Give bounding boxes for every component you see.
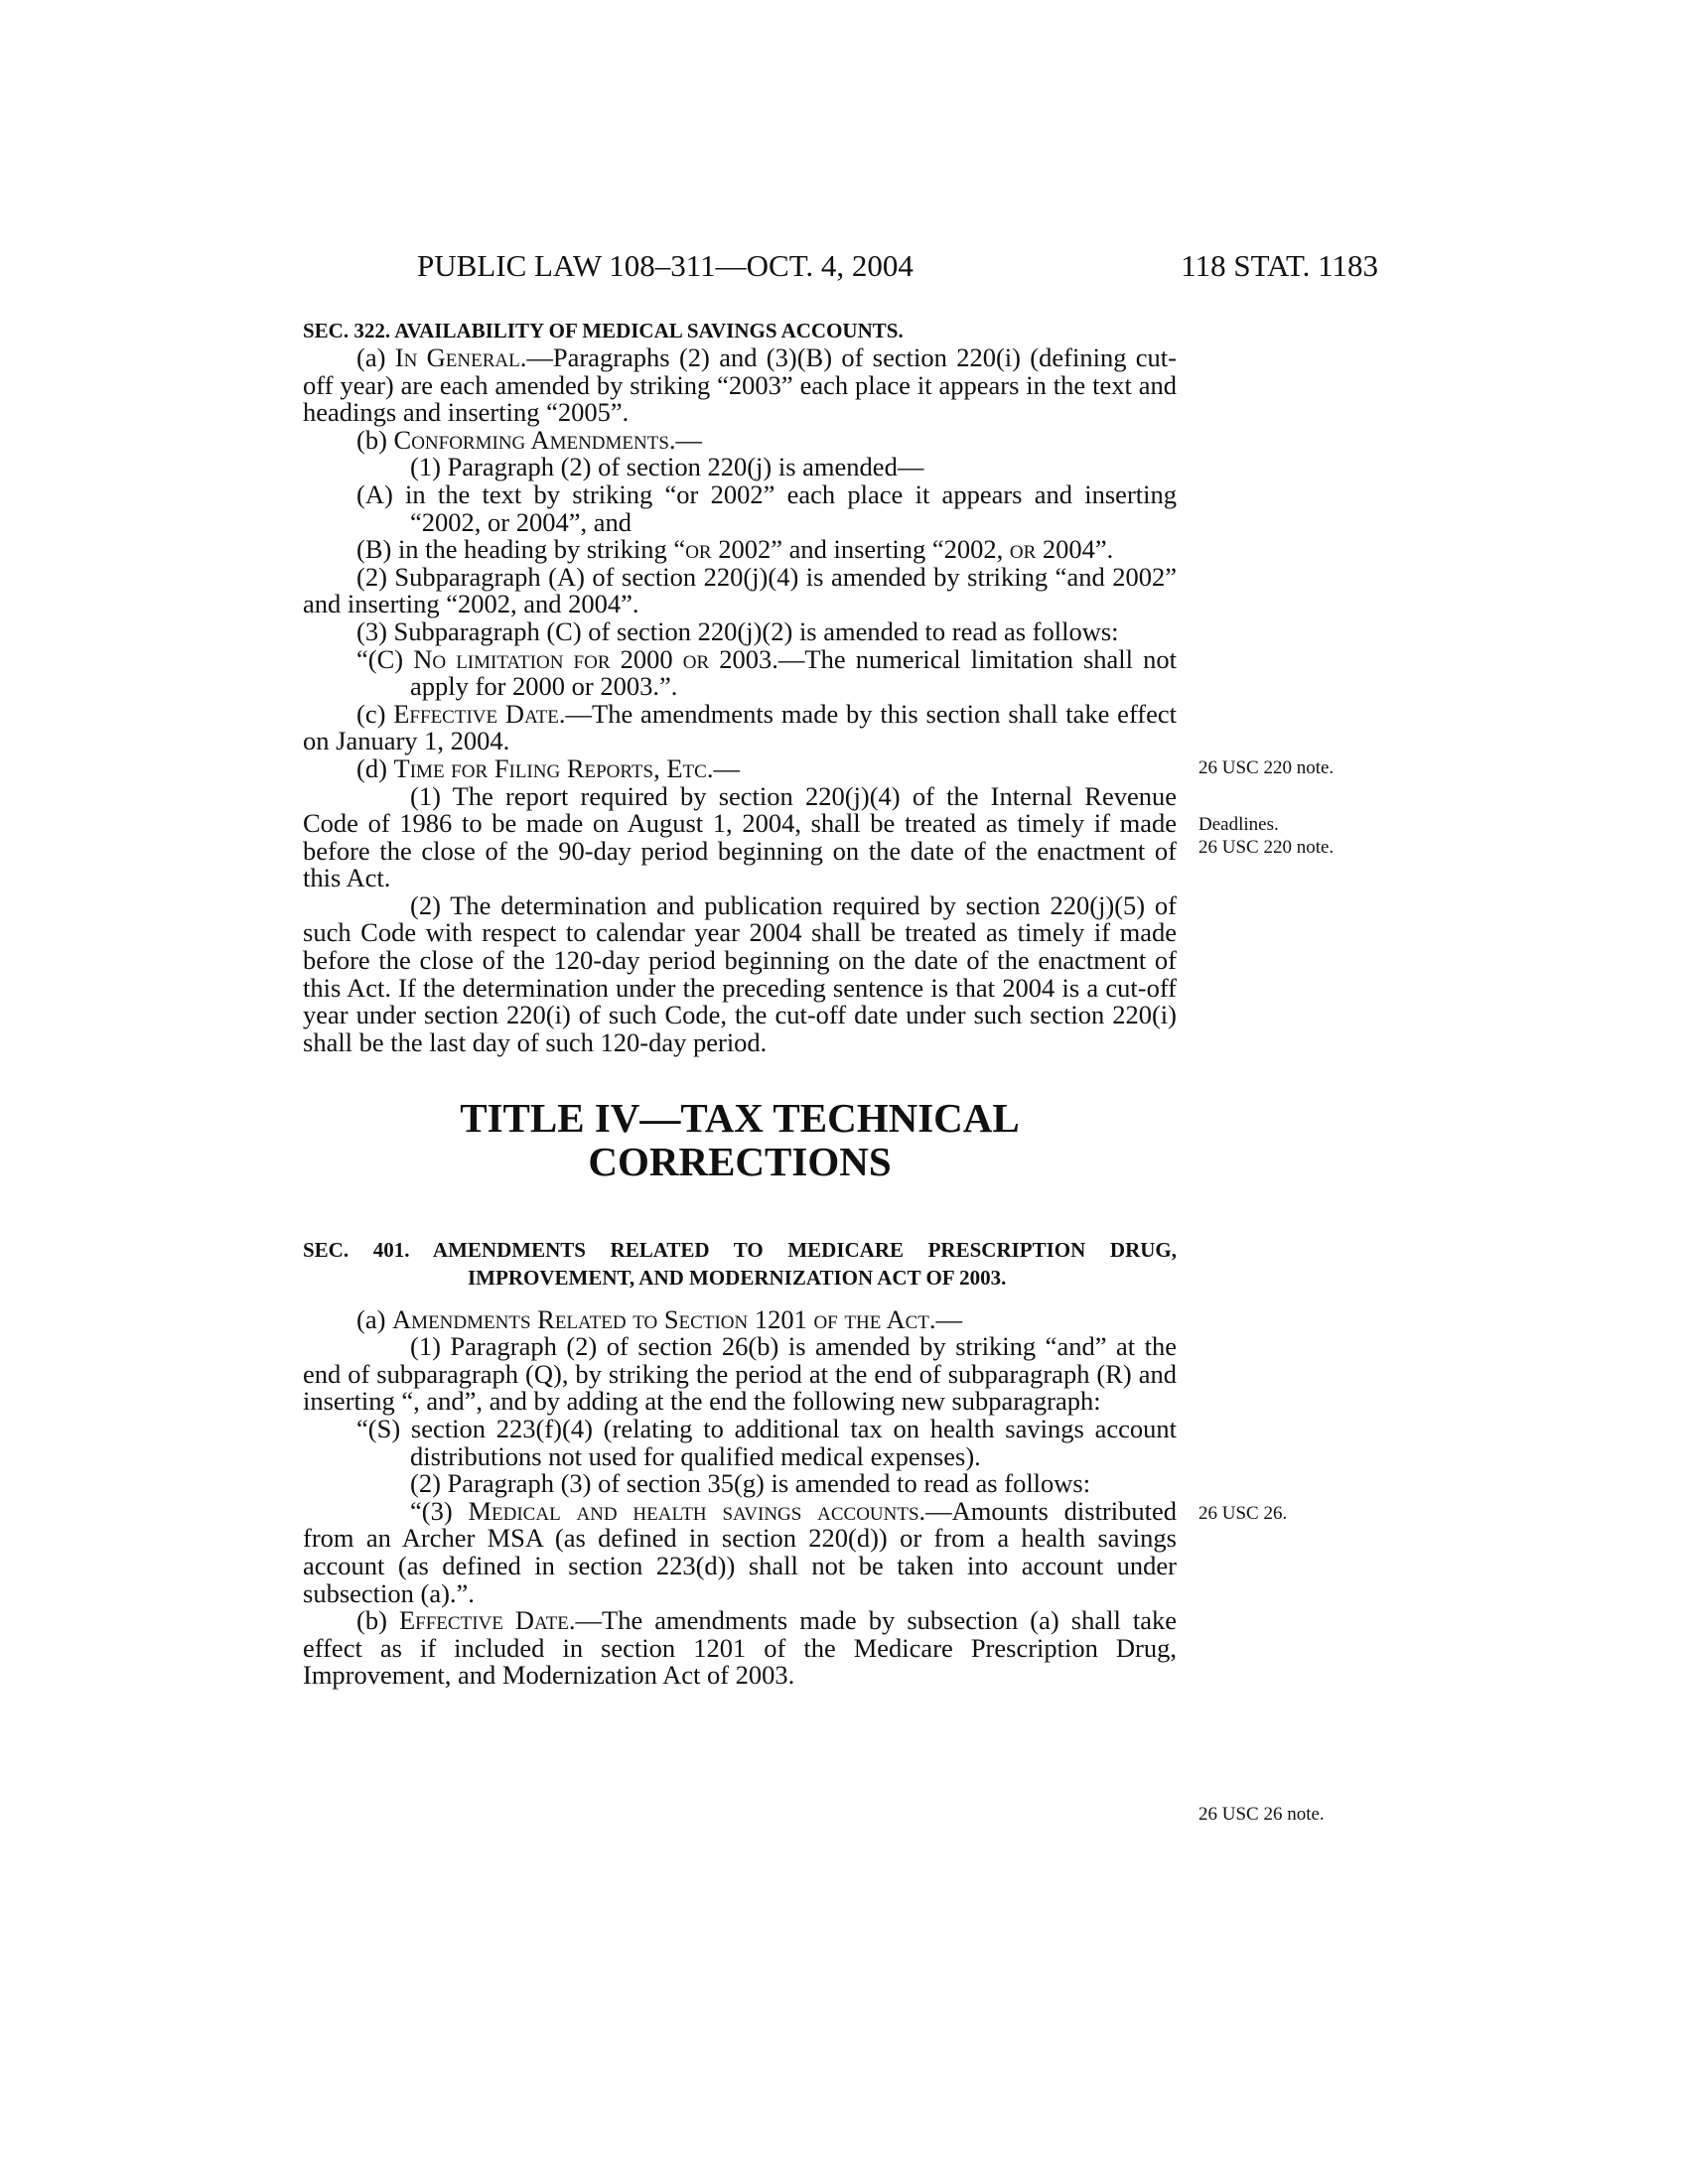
subsection-label: (d) (356, 752, 394, 783)
sec-322-paragraph-b1: (1) Paragraph (2) of section 220(j) is amended— (410, 452, 924, 482)
margin-note-usc-26-note: 26 USC 26 note. (1198, 1804, 1325, 1825)
header-public-law: PUBLIC LAW 108–311—OCT. 4, 2004 (417, 248, 914, 283)
subsection-label: (b) (356, 1605, 399, 1636)
title-line-1: TITLE IV—TAX TECHNICAL (460, 1095, 1020, 1142)
subsection-caption: In General (394, 342, 520, 372)
small-caps-run: 2002, or 2004 (943, 534, 1095, 565)
text-run: .—The numerical limitation shall not apply for 2000 or 2003.”. (410, 643, 1177, 702)
subsection-caption: Conforming Amendments (393, 424, 669, 455)
sec-401-quoted-paragraph-3 (303, 1495, 1177, 1608)
sec-322-subparagraph-b1b (303, 536, 1177, 564)
sec-322-paragraph-b2: (2) Subparagraph (A) of section 220(j)(4) is amended by striking “and 2002” and inserting “2002, and 2004”. (303, 561, 1177, 619)
running-header (417, 248, 1378, 288)
text-run: .—Amounts distributed from an Archer MSA (as defined in section 220(d)) or from a health savings account (as defined in section 223(d)) shall not be taken into account under subsection (a).”. (303, 1495, 1177, 1608)
sec-322-subsection-b (303, 424, 1177, 455)
header-statute-page: 118 STAT. 1183 (1181, 248, 1378, 283)
sec-322-subsection-c (303, 698, 1177, 756)
margin-note-usc-26: 26 USC 26. (1198, 1503, 1288, 1524)
subsection-caption: Time for Filing Reports, Etc (393, 752, 707, 783)
sec-401-heading: SEC. 401. AMENDMENTS RELATED TO MEDICARE PRESCRIPTION DRUG, IMPROVEMENT, AND MODERNIZATION ACT OF 2003. (303, 1238, 1177, 1291)
margin-note-usc-220-note: 26 USC 220 note. (1198, 757, 1335, 778)
small-caps-run: Medical and health savings accounts (468, 1495, 919, 1526)
sec-401-paragraph-a2: (2) Paragraph (3) of section 35(g) is amended to read as follows: (410, 1468, 1091, 1499)
subsection-label: (a) (356, 342, 395, 372)
text-run: (B) in the heading by striking “ (356, 534, 686, 565)
sec-322-subparagraph-b1a: (A) in the text by striking “or 2002” each place it appears and inserting “2002, or 2004”, and (356, 478, 1177, 537)
subsection-text: .— (706, 752, 740, 783)
subsection-caption: Effective Date (398, 1605, 569, 1636)
text-run: “(3) (410, 1495, 469, 1526)
margin-note-usc-220-note-2: 26 USC 220 note. (1198, 837, 1335, 858)
text-run: ”. (1094, 534, 1114, 565)
subsection-label: (c) (356, 698, 394, 729)
subsection-text: .— (668, 424, 703, 455)
sec-322-paragraph-d1: (1) The report required by section 220(j)(4) of the Internal Revenue Code of 1986 to be made on August 1, 2004, shall be treated as timely if made before the close of the 90-day period beginning on the date of the enactment of this Act. (303, 780, 1177, 893)
sec-322-subsection-a (303, 344, 1177, 427)
sec-322-paragraph-b3: (3) Subparagraph (C) of section 220(j)(2) is amended to read as follows: (356, 615, 1119, 646)
subsection-text: .—The amendments made by this section shall take effect on January 1, 2004. (303, 698, 1177, 756)
sec-401-subsection-b (303, 1607, 1177, 1690)
margin-note-deadlines: Deadlines. (1198, 814, 1279, 835)
sec-401-subsection-a (303, 1303, 1177, 1334)
subsection-label: (a) (356, 1303, 393, 1334)
small-caps-run: or 2002 (685, 534, 772, 565)
subsection-caption: Effective Date (393, 698, 559, 729)
subsection-caption: Amendments Related to Section 1201 of the Act (392, 1303, 929, 1334)
sec-401-paragraph-a1: (1) Paragraph (2) of section 26(b) is amended by striking “and” at the end of subparagraph (Q), by striking the period at the end of subparagraph (R) and inserting “, and”, and by adding at the end the following new subparagraph: (303, 1331, 1177, 1417)
text-run: “(C) (356, 643, 414, 674)
small-caps-run: No limitation for 2000 or 2003 (413, 643, 773, 674)
text-run: ” and inserting “ (771, 534, 944, 565)
subsection-label: (b) (356, 424, 394, 455)
subsection-text: .—The amendments made by subsection (a) shall take effect as if included in section 1201 of the Medicare Prescription Drug, Improvement, and Modernization Act of 2003. (303, 1605, 1178, 1691)
main-text-column (303, 318, 1177, 1690)
sec-322-subsection-d (303, 752, 1177, 783)
title-line-2: CORRECTIONS (588, 1139, 892, 1185)
title-iv-heading (303, 1096, 1177, 1183)
subsection-text: .— (928, 1303, 963, 1334)
sec-322-paragraph-d2: (2) The determination and publication required by section 220(j)(5) of such Code with respect to calendar year 2004 shall be treated as timely if made before the close of the 120-day period beginning on the date of the enactment of this Act. If the determination under the preceding sentence is that 2004 is a cut-off year under section 220(i) of such Code, the cut-off date under such section 220(i) shall be the last day of such 120-day period. (303, 889, 1177, 1057)
sec-401-quoted-subparagraph-s: “(S) section 223(f)(4) (relating to additional tax on health savings account distributions not used for qualified medical expenses). (356, 1414, 1177, 1471)
sec-322-heading: SEC. 322. AVAILABILITY OF MEDICAL SAVINGS ACCOUNTS. (303, 319, 904, 342)
sec-322-quoted-subparagraph-c (303, 643, 1177, 702)
subsection-text: .—Paragraphs (2) and (3)(B) of section 220(i) (defining cut-off year) are each amended by striking “2003” each place it appears in the text and headings and inserting “2005”. (303, 342, 1177, 428)
